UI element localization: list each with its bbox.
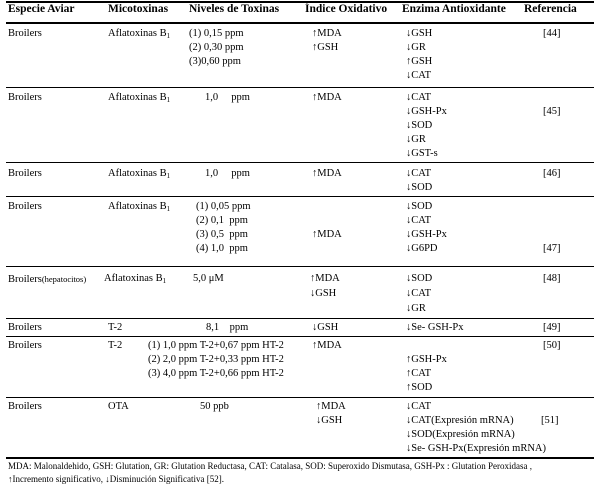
row2-species: Broilers: [8, 92, 42, 103]
row7-level-2: (2) 2,0 ppm T-2+0,33 ppm HT-2: [148, 354, 284, 365]
row4-level-4: (4) 1,0 ppm: [196, 243, 248, 254]
header-reference: Referencia: [524, 3, 577, 15]
row7-oxidative-1: ↑MDA: [312, 340, 342, 351]
row6-toxin: T-2: [108, 322, 123, 333]
row2-enzyme-2: ↓GSH-Px: [406, 106, 447, 117]
row8-enzyme-4: ↓Se- GSH-Px(Expresión mRNA): [406, 443, 546, 454]
header-rule: [6, 22, 594, 24]
row6-enzyme-1: ↓Se- GSH-Px: [406, 322, 464, 333]
row6-reference: [49]: [543, 322, 561, 333]
header-levels: Niveles de Toxinas: [189, 3, 280, 15]
row1-oxidative-1: ↑MDA: [312, 28, 342, 39]
row1-level-3: (3)0,60 ppm: [189, 56, 241, 67]
row5-enzyme-1: ↓SOD: [406, 273, 433, 284]
row7-reference: [50]: [543, 340, 561, 351]
row4-level-1: (1) 0,05 ppm: [196, 201, 251, 212]
row8-oxidative-1: ↑MDA: [316, 401, 346, 412]
row2-enzyme-3: ↓SOD: [406, 120, 433, 131]
row3-species: Broilers: [8, 168, 42, 179]
row5-toxin: Aflatoxinas $B_1$: [104, 273, 167, 285]
row2-oxidative-1: ↑MDA: [312, 92, 342, 103]
row3-enzyme-2: ↓SOD: [406, 182, 433, 193]
row4-toxin: Aflatoxinas $B_1$: [108, 201, 171, 213]
row2-enzyme-5: ↓GST-s: [406, 148, 438, 159]
row7-species: Broilers: [8, 340, 42, 351]
row4-enzyme-3: ↓GSH-Px: [406, 229, 447, 240]
row2-enzyme-1: ↓CAT: [406, 92, 432, 103]
row7-level-1: (1) 1,0 ppm T-2+0,67 ppm HT-2: [148, 340, 284, 351]
footnote-abbreviations: MDA: Malonaldehido, GSH: Glutation, GR: Glutation Reductasa, CAT: Catalasa, SOD: Superoxido Dismutasa, GSH-Px : Glutation Peroxidasa ,: [8, 461, 533, 471]
row7-enzyme-3: ↑SOD: [406, 382, 433, 393]
row5-enzyme-2: ↓CAT: [406, 288, 432, 299]
row4-enzyme-1: ↓SOD: [406, 201, 433, 212]
row3-level-1: 1,0 ppm: [205, 168, 250, 179]
row1-species: Broilers: [8, 28, 42, 39]
row1-enzyme-2: ↓GR: [406, 42, 426, 53]
row5-level-1: 5,0 μM: [193, 273, 224, 284]
header-species: Especie Aviar: [8, 3, 75, 15]
row4-enzyme-2: ↓CAT: [406, 215, 432, 226]
row5-reference: [48]: [543, 273, 561, 284]
row3-enzyme-1: ↓CAT: [406, 168, 432, 179]
row1-reference: [44]: [543, 28, 561, 39]
row1-toxin: Aflatoxinas $B_1$: [108, 28, 171, 40]
row1-level-2: (2) 0,30 ppm: [189, 42, 244, 53]
row1-enzyme-1: ↓GSH: [406, 28, 433, 39]
row8-oxidative-2: ↓GSH: [316, 415, 343, 426]
row-divider: [6, 318, 594, 319]
footnote-legend: ↑Incremento significativo, ↓Disminución Significativa [52].: [8, 474, 224, 484]
row-divider: [6, 397, 594, 398]
row2-level-1: 1,0 ppm: [205, 92, 250, 103]
row7-enzyme-2: ↑CAT: [406, 368, 432, 379]
row3-toxin: Aflatoxinas $B_1$: [108, 168, 171, 180]
header-mycotoxins: Micotoxinas: [108, 3, 169, 15]
table-bottom-rule: [6, 457, 594, 459]
row4-level-2: (2) 0,1 ppm: [196, 215, 248, 226]
row5-oxidative-2: ↓GSH: [310, 288, 337, 299]
row2-toxin: Aflatoxinas $B_1$: [108, 92, 171, 104]
row6-species: Broilers: [8, 322, 42, 333]
row8-enzyme-3: ↓SOD(Expresión mRNA): [406, 429, 515, 440]
row8-toxin: OTA: [108, 401, 129, 412]
row8-level-1: 50 ppb: [200, 401, 229, 412]
row5-species: Broilers(hepatocitos): [8, 274, 87, 285]
row5-oxidative-1: ↑MDA: [310, 273, 340, 284]
row1-enzyme-4: ↓CAT: [406, 70, 432, 81]
row2-reference: [45]: [543, 106, 561, 117]
row1-oxidative-2: ↑GSH: [312, 42, 339, 53]
row7-toxin: T-2: [108, 340, 123, 351]
row8-reference: [51]: [541, 415, 559, 426]
row2-enzyme-4: ↓GR: [406, 134, 426, 145]
row4-oxidative-1: ↑MDA: [312, 229, 342, 240]
row3-oxidative-1: ↑MDA: [312, 168, 342, 179]
row1-level-1: (1) 0,15 ppm: [189, 28, 244, 39]
row-divider: [6, 336, 594, 337]
row8-enzyme-2: ↓CAT(Expresión mRNA): [406, 415, 514, 426]
row5-enzyme-3: ↓GR: [406, 303, 426, 314]
row4-level-3: (3) 0,5 ppm: [196, 229, 248, 240]
row7-level-3: (3) 4,0 ppm T-2+0,66 ppm HT-2: [148, 368, 284, 379]
row-divider: [6, 162, 594, 163]
row7-enzyme-1: ↑GSH-Px: [406, 354, 447, 365]
row3-reference: [46]: [543, 168, 561, 179]
header-enzyme: Enzima Antioxidante: [402, 3, 506, 15]
row4-enzyme-4: ↓G6PD: [406, 243, 438, 254]
row4-species: Broilers: [8, 201, 42, 212]
row8-species: Broilers: [8, 401, 42, 412]
row4-reference: [47]: [543, 243, 561, 254]
row-divider: [6, 266, 594, 267]
header-oxidative: Índice Oxidativo: [305, 3, 388, 15]
row-divider: [6, 196, 594, 197]
row8-enzyme-1: ↓CAT: [406, 401, 432, 412]
row-divider: [6, 87, 594, 88]
row1-enzyme-3: ↑GSH: [406, 56, 433, 67]
row6-oxidative-1: ↓GSH: [312, 322, 339, 333]
row6-level-1: 8,1 ppm: [206, 322, 249, 333]
